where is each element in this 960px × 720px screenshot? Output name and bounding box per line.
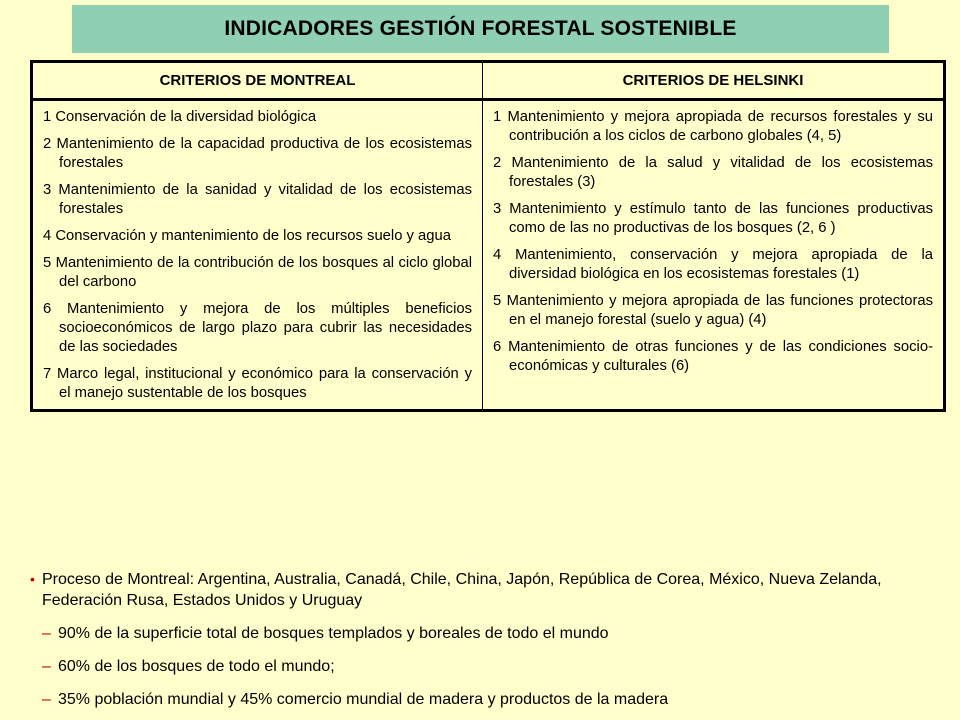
- helsinki-criterion-5: 5 Mantenimiento y mejora apropiada de las funciones protectoras en el manejo forestal (suelo y agua) (4): [493, 293, 933, 328]
- montreal-criterion-6: 6 Mantenimiento y mejora de los múltiples beneficios socioeconómicos de largo plazo para cubrir las necesidades de las sociedades: [43, 301, 472, 355]
- dash-marker: –: [42, 658, 51, 675]
- helsinki-criterion-2: 2 Mantenimiento de la salud y vitalidad de los ecosistemas forestales (3): [493, 155, 933, 190]
- helsinki-criteria-cell: [483, 100, 945, 411]
- note-sub-text-3: 35% población mundial y 45% comercio mundial de madera y productos de la madera: [58, 691, 669, 708]
- title-banner: [72, 5, 889, 53]
- montreal-criterion-5: 5 Mantenimiento de la contribución de los bosques al ciclo global del carbono: [43, 255, 472, 290]
- montreal-criterion-7: 7 Marco legal, institucional y económico para la conservación y el manejo sustentable de los bosques: [43, 366, 472, 401]
- note-sub-item: [30, 623, 940, 644]
- note-sub-item: [30, 656, 940, 677]
- helsinki-criterion-6: 6 Mantenimiento de otras funciones y de las condiciones socio-económicas y culturales (6): [493, 339, 933, 374]
- montreal-criterion-4: 4 Conservación y mantenimiento de los recursos suelo y agua: [43, 228, 451, 244]
- note-bullet: [30, 569, 940, 611]
- montreal-criterion-3: 3 Mantenimiento de la sanidad y vitalidad de los ecosistemas forestales: [43, 182, 472, 217]
- helsinki-criterion-4: 4 Mantenimiento, conservación y mejora apropiada de la diversidad biológica en los ecosistemas forestales (1): [493, 247, 933, 282]
- helsinki-criterion-1: 1 Mantenimiento y mejora apropiada de recursos forestales y su contribución a los ciclos de carbono globales (4, 5): [493, 109, 933, 144]
- helsinki-criterion-3: 3 Mantenimiento y estímulo tanto de las funciones productivas como de las no productivas de los bosques (2, 6 ): [493, 201, 933, 236]
- header-montreal: CRITERIOS DE MONTREAL: [32, 62, 483, 100]
- criteria-table: [30, 60, 946, 412]
- page-title: INDICADORES GESTIÓN FORESTAL SOSTENIBLE: [224, 17, 737, 40]
- note-sub-text-2: 60% de los bosques de todo el mundo;: [58, 658, 335, 675]
- note-main-text: Proceso de Montreal: Argentina, Australia, Canadá, Chile, China, Japón, República de Corea, México, Nueva Zelanda, Federación Rusa, Estados Unidos y Uruguay: [42, 571, 882, 609]
- table-row: [32, 100, 945, 411]
- montreal-criterion-1: 1 Conservación de la diversidad biológica: [43, 109, 317, 125]
- montreal-criteria-cell: [32, 100, 483, 411]
- table-header-row: [32, 62, 945, 100]
- montreal-criterion-2: 2 Mantenimiento de la capacidad productiva de los ecosistemas forestales: [43, 136, 472, 171]
- note-sub-text-1: 90% de la superficie total de bosques templados y boreales de todo el mundo: [58, 625, 609, 642]
- note-sub-item: [30, 689, 940, 710]
- dash-marker: –: [42, 691, 51, 708]
- dash-marker: –: [42, 625, 51, 642]
- notes-list: [30, 569, 940, 710]
- header-helsinki: CRITERIOS DE HELSINKI: [483, 62, 945, 100]
- bullet-marker: •: [30, 571, 35, 587]
